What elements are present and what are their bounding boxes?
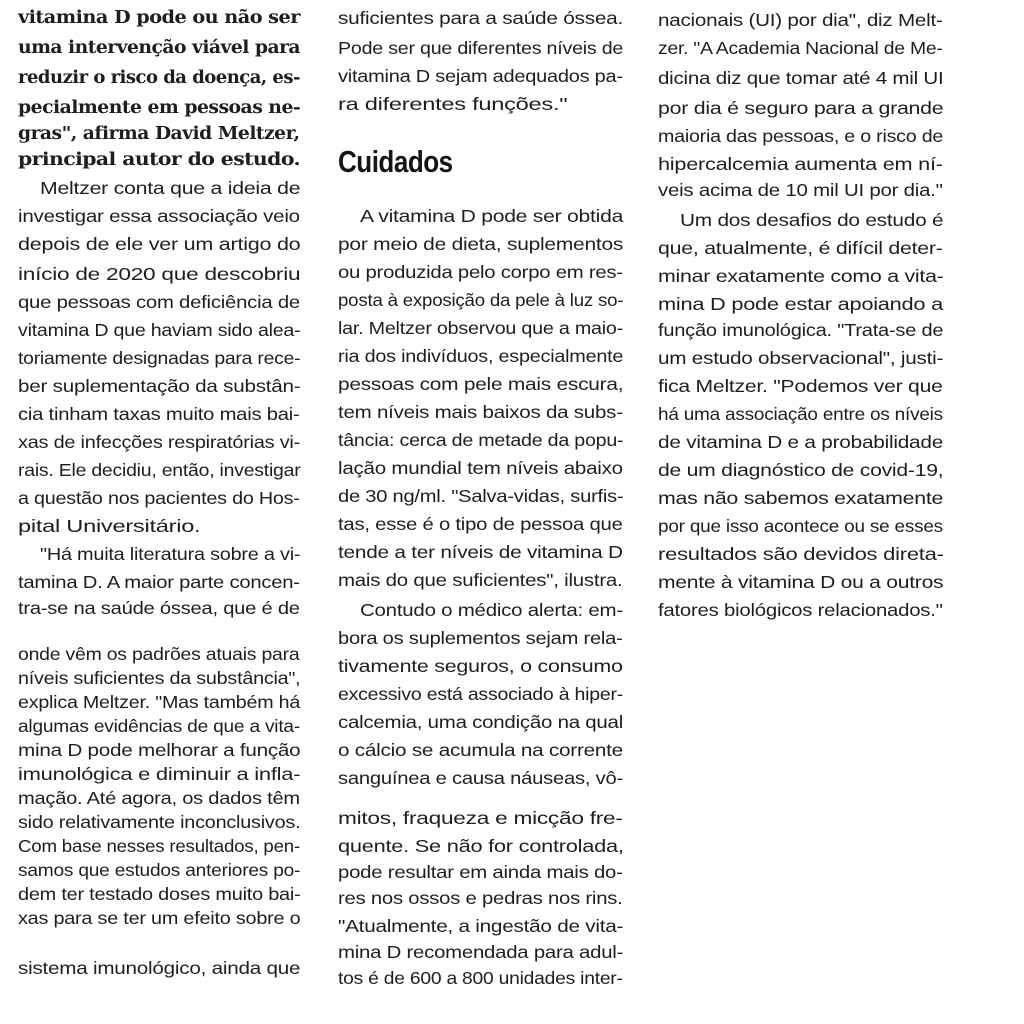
text-line: toriamente designadas para rece-	[18, 348, 301, 368]
text-line: Contudo o médico alerta: em-	[360, 600, 623, 620]
text-line: Um dos desafios do estudo é	[680, 210, 944, 230]
text-line: tos é de 600 a 800 unidades inter-	[338, 968, 623, 988]
text-line: sanguínea e causa náuseas, vô-	[338, 768, 624, 788]
text-line: Pode ser que diferentes níveis de	[338, 38, 624, 58]
text-line: pecialmente em pessoas ne-	[18, 98, 301, 118]
text-line: Meltzer conta que a ideia de	[40, 178, 301, 198]
text-line: suficientes para a saúde óssea.	[338, 8, 624, 28]
text-line: mais do que suficientes", ilustra.	[338, 570, 623, 590]
text-line: posta à exposição da pele à luz so-	[338, 290, 624, 310]
text-line: nacionais (UI) por dia", diz Melt-	[658, 10, 943, 30]
text-line: quente. Se não for controlada,	[338, 836, 624, 856]
text-line: resultados são devidos direta-	[658, 544, 944, 564]
text-line: tem níveis mais baixos da subs-	[338, 402, 623, 422]
text-line: um estudo observacional", justi-	[658, 348, 944, 368]
text-line: de um diagnóstico de covid-19,	[658, 460, 944, 480]
text-line: dem ter testado doses muito bai-	[18, 884, 301, 904]
text-line: ou produzida pelo corpo em res-	[338, 262, 623, 282]
text-line: xas de infecções respiratórias vi-	[18, 432, 301, 452]
text-line: "Há muita literatura sobre a vi-	[40, 544, 301, 564]
text-line: hipercalcemia aumenta em ní-	[658, 154, 943, 174]
text-line: o cálcio se acumula na corrente	[338, 740, 623, 760]
text-line: início de 2020 que descobriu	[18, 264, 301, 284]
text-line: de vitamina D e a probabilidade	[658, 432, 944, 452]
text-line: minar exatamente como a vita-	[658, 266, 944, 286]
text-line: de 30 ng/ml. "Salva-vidas, surfis-	[338, 486, 624, 506]
text-line: há uma associação entre os níveis	[658, 404, 943, 424]
text-line: por meio de dieta, suplementos	[338, 234, 624, 254]
text-line: samos que estudos anteriores po-	[18, 860, 301, 880]
text-line: mação. Até agora, os dados têm	[18, 788, 300, 808]
text-line: tamina D. A maior parte concen-	[18, 572, 300, 592]
text-line: mas não sabemos exatamente	[658, 488, 944, 508]
text-line: reduzir o risco da doença, es-	[18, 68, 300, 88]
text-line: fatores biológicos relacionados."	[658, 600, 943, 620]
text-line: tância: cerca de metade da popu-	[338, 430, 624, 450]
text-line: imunológica e diminuir a infla-	[18, 764, 301, 784]
text-line: calcemia, uma condição na qual	[338, 712, 624, 732]
text-line: explica Meltzer. "Mas também há	[18, 692, 301, 712]
text-line: a questão nos pacientes do Hos-	[18, 488, 300, 508]
text-line: depois de ele ver um artigo do	[18, 234, 301, 254]
text-line: ra diferentes funções."	[338, 94, 568, 114]
text-line: vitamina D sejam adequados pa-	[338, 66, 623, 86]
text-line: ber suplementação da substân-	[18, 376, 301, 396]
text-line: que pessoas com deficiência de	[18, 292, 300, 312]
text-line: mina D pode estar apoiando a	[658, 294, 943, 314]
text-line: maioria das pessoas, e o risco de	[658, 126, 944, 146]
text-line: sistema imunológico, ainda que	[18, 958, 301, 978]
text-line: cia tinham taxas muito mais bai-	[18, 404, 300, 424]
text-line: excessivo está associado à hiper-	[338, 684, 623, 704]
text-line: pessoas com pele mais escura,	[338, 374, 624, 394]
text-line: tra-se na saúde óssea, que é de	[18, 598, 300, 618]
text-line: por dia é seguro para a grande	[658, 98, 944, 118]
text-line: vitamina D que haviam sido alea-	[18, 320, 301, 340]
text-line: bora os suplementos sejam rela-	[338, 628, 623, 648]
text-line: gras", afirma David Meltzer,	[18, 124, 300, 144]
text-line: "Atualmente, a ingestão de vita-	[338, 916, 624, 936]
text-line: pode resultar em ainda mais do-	[338, 862, 623, 882]
text-line: algumas evidências de que a vita-	[18, 716, 301, 736]
text-line: lação mundial tem níveis abaixo	[338, 458, 623, 478]
text-line: ria dos indivíduos, especialmente	[338, 346, 624, 366]
text-line: uma intervenção viável para	[18, 38, 301, 58]
text-line: tivamente seguros, o consumo	[338, 656, 623, 676]
text-line: Com base nesses resultados, pen-	[18, 836, 300, 856]
section-heading: Cuidados	[338, 144, 453, 179]
text-line: tas, esse é o tipo de pessoa que	[338, 514, 623, 534]
text-line: res nos ossos e pedras nos rins.	[338, 888, 623, 908]
text-line: xas para se ter um efeito sobre o	[18, 908, 301, 928]
text-line: mina D pode melhorar a função	[18, 740, 301, 760]
text-line: vitamina D pode ou não ser	[18, 8, 300, 28]
text-line: mente à vitamina D ou a outros	[658, 572, 944, 592]
text-line: lar. Meltzer observou que a maio-	[338, 318, 624, 338]
text-line: mina D recomendada para adul-	[338, 942, 624, 962]
text-line: dicina diz que tomar até 4 mil UI	[658, 68, 944, 88]
text-line: rais. Ele decidiu, então, investigar	[18, 460, 301, 480]
text-line: principal autor do estudo.	[18, 150, 301, 170]
text-line: tende a ter níveis de vitamina D	[338, 542, 623, 562]
text-line: mitos, fraqueza e micção fre-	[338, 808, 623, 828]
text-line: função imunológica. "Trata-se de	[658, 320, 944, 340]
text-line: que, atualmente, é difícil deter-	[658, 238, 943, 258]
text-line: sido relativamente inconclusivos.	[18, 812, 301, 832]
text-line: investigar essa associação veio	[18, 206, 300, 226]
text-line: fica Meltzer. "Podemos ver que	[658, 376, 943, 396]
text-line: pital Universitário.	[18, 516, 201, 536]
text-line: zer. "A Academia Nacional de Me-	[658, 38, 943, 58]
text-line: por que isso acontece ou se esses	[658, 516, 943, 536]
text-line: onde vêm os padrões atuais para	[18, 644, 300, 664]
text-line: veis acima de 10 mil UI por dia."	[658, 180, 943, 200]
text-line: níveis suficientes da substância",	[18, 668, 301, 688]
text-line: A vitamina D pode ser obtida	[360, 206, 624, 226]
